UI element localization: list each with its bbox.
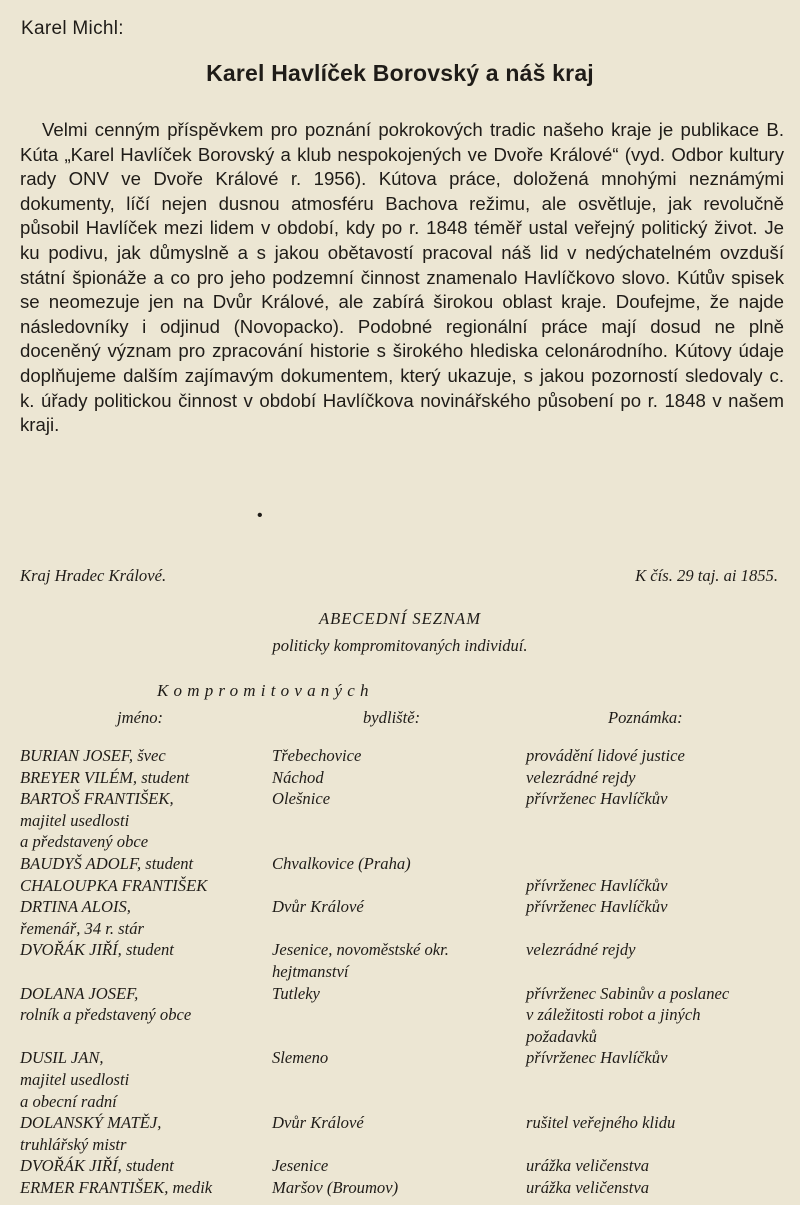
row-note-cell [526, 1047, 786, 1069]
list-title: ABECEDNÍ SEZNAM [318, 609, 482, 628]
row-note-line: urážka veličenstva [526, 1156, 650, 1176]
row-name-cell [20, 853, 275, 875]
row-note-cell [526, 896, 786, 918]
row-note-cell [526, 983, 786, 1048]
row-place-cell [272, 853, 522, 875]
column-header-residence: bydliště: [363, 708, 421, 727]
row-note-cell [526, 745, 786, 767]
row-note-line: přívrženec Havlíčkův [526, 789, 668, 809]
row-name-cell [20, 1047, 275, 1112]
row-note-line: provádění lidové justice [526, 746, 685, 765]
reference-number: K čís. 29 taj. ai 1855. [635, 566, 778, 585]
author-name: Karel Michl: [21, 18, 124, 39]
row-place-cell [272, 896, 522, 918]
row-place-cell [272, 1177, 522, 1199]
row-place-line: Chvalkovice (Praha) [272, 854, 411, 873]
row-place-line: Olešnice [272, 789, 331, 809]
row-name-line: rolník a představený obce [20, 1005, 192, 1025]
row-note-line: přívrženec Sabinův a poslanec [526, 983, 730, 1003]
row-place-line: Dvůr Králové [272, 1113, 364, 1133]
row-note-line: rušitel veřejného klidu [526, 1113, 676, 1133]
separator-dot: • [257, 507, 263, 524]
row-note-cell [526, 939, 786, 961]
row-place-cell [272, 1155, 522, 1177]
row-note-line: přívrženec Havlíčkův [526, 897, 668, 917]
row-name-line: DVOŘÁK JIŘÍ, student [20, 1156, 174, 1176]
row-place-line: hejtmanství [272, 961, 349, 981]
row-name-line: truhlářský mistr [20, 1134, 127, 1154]
row-place-line: Jesenice, novoměstské okr. [272, 940, 449, 960]
row-name-line: BURIAN JOSEF, švec [20, 746, 166, 765]
row-place-cell [272, 745, 522, 767]
row-note-line: velezrádné rejdy [526, 767, 636, 787]
row-note-line: urážka veličenstva [526, 1178, 650, 1197]
row-name-line: majitel usedlosti [20, 810, 130, 830]
intro-text [20, 118, 784, 438]
row-name-line: majitel usedlosti [20, 1069, 130, 1089]
row-place-line: Dvůr Králové [272, 897, 364, 917]
intro-paragraph: Velmi cenným příspěvkem pro poznání pokrokových tradic našeho kraje je publikace B. Kúta „Karel Havlíček Borovský a klub nespokojených ve Dvoře Králové“ (vyd. Odbor kultury rady ONV ve Dvoře Králové r. 1956). Kútova práce, doložená mnohými neznámými dokumenty, líčí nejen dusnou atmosféru Bachova režimu, ale osvětluje, jak revolučně působil Havlíček mezi lidem v období, kdy po r. 1848 téměř ustal veřejný politický život. Je ku podivu, jak důmyslně a s jakou obětavostí pracoval náš lid v nedýchatelném ovzduší státní špionáže a co pro jeho podzemní činnost znamenalo Havlíčkovo slovo. Kútův spisek se neomezuje jen na Dvůr Králové, ale zabírá širokou oblast kraje. Doufejme, že najde následovníky i odjinud (Novopacko). Podobné regionální práce mají dosud ne plně doceněný význam pro zpracování historie s širokého hlediska celonárodního. Kútovy údaje doplňujeme dalším zajímavým dokumentem, který ukazuje, s jakou pozorností sledovaly c. k. úřady politickou činnost v období Havlíčkova novinářského působení po r. 1848 v našem kraji. [20, 119, 784, 436]
row-place-line: Náchod [272, 767, 324, 787]
row-name-line: BARTOŠ FRANTIŠEK, [20, 789, 174, 809]
row-name-line: DRTINA ALOIS, [20, 897, 131, 917]
row-name-line: a představený obce [20, 832, 149, 852]
row-name-cell [20, 788, 275, 853]
row-name-cell [20, 939, 275, 961]
row-name-line: řemenář, 34 r. stár [20, 918, 144, 938]
row-note-cell [526, 875, 786, 897]
row-note-line: přívrženec Havlíčkův [526, 875, 668, 895]
row-name-line: DUSIL JAN, [20, 1048, 104, 1068]
row-place-line: Maršov (Broumov) [272, 1178, 399, 1197]
row-note-cell [526, 1177, 786, 1199]
row-place-cell [272, 1112, 522, 1134]
row-name-line: CHALOUPKA FRANTIŠEK [20, 875, 208, 895]
row-note-cell [526, 767, 786, 789]
row-name-line: DVOŘÁK JIŘÍ, student [20, 940, 174, 960]
row-name-cell [20, 896, 275, 939]
row-name-cell [20, 1112, 275, 1155]
row-place-line: Třebechovice [272, 746, 362, 765]
row-name-cell [20, 875, 275, 897]
region-label: Kraj Hradec Králové. [20, 566, 167, 585]
row-place-cell [272, 788, 522, 810]
row-place-cell [272, 939, 522, 982]
column-header-note: Poznámka: [608, 708, 683, 727]
row-name-cell [20, 767, 275, 789]
row-note-line: přívrženec Havlíčkův [526, 1048, 668, 1068]
article-title: Karel Havlíček Borovský a náš kraj [206, 60, 594, 86]
row-place-line: Jesenice [272, 1156, 329, 1176]
compromised-label: Kompromitovaných [157, 681, 374, 700]
row-note-cell [526, 1155, 786, 1177]
row-name-line: a obecní radní [20, 1091, 117, 1111]
row-note-line: požadavků [526, 1026, 597, 1046]
row-name-cell [20, 745, 275, 767]
row-name-cell [20, 1177, 275, 1199]
row-name-cell [20, 983, 275, 1026]
row-name-line: DOLANA JOSEF, [20, 983, 139, 1003]
row-name-line: BAUDYŠ ADOLF, student [20, 854, 194, 873]
row-place-cell [272, 767, 522, 789]
row-name-line: BREYER VILÉM, student [20, 767, 190, 787]
row-place-cell [272, 983, 522, 1005]
row-place-line: Tutleky [272, 983, 320, 1003]
row-note-cell [526, 1112, 786, 1134]
row-place-cell [272, 1047, 522, 1069]
row-note-line: v záležitosti robot a jiných [526, 1005, 701, 1025]
row-name-cell [20, 1155, 275, 1177]
column-header-name: jméno: [117, 708, 164, 727]
row-note-cell [526, 788, 786, 810]
row-note-line: velezrádné rejdy [526, 940, 636, 960]
row-place-line: Slemeno [272, 1048, 329, 1068]
list-subtitle: politicky kompromitovaných individuí. [272, 636, 528, 655]
row-name-line: DOLANSKÝ MATĚJ, [20, 1113, 162, 1133]
row-name-line: ERMER FRANTIŠEK, medik [20, 1178, 213, 1197]
